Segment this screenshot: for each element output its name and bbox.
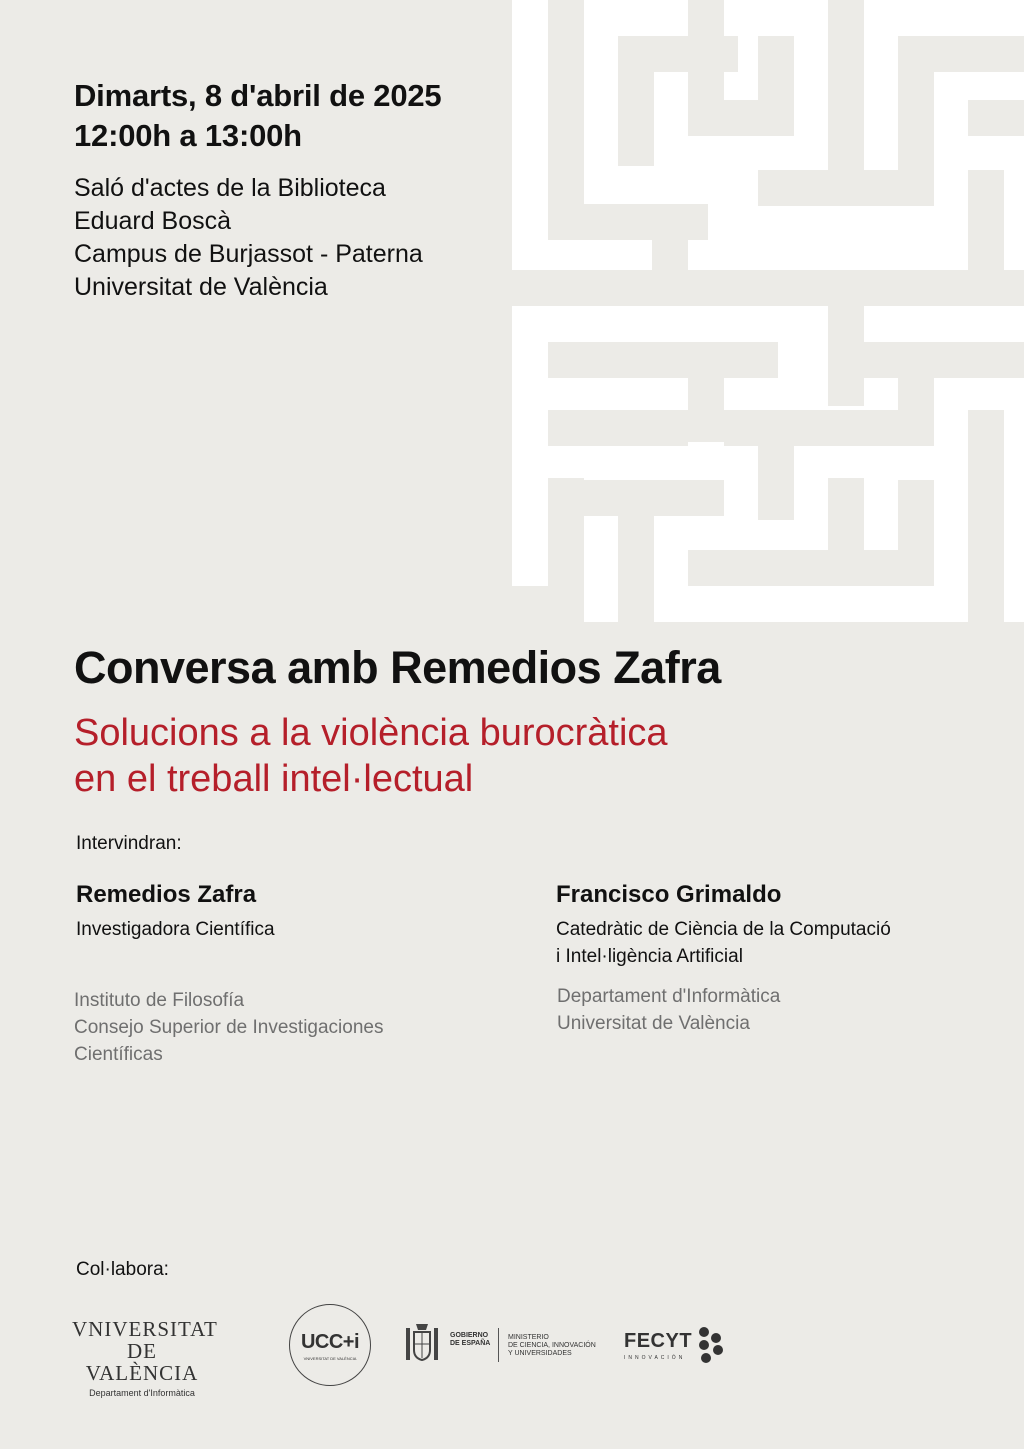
venue-line: Campus de Burjassot - Paterna [74, 240, 423, 268]
speaker-role-line: i Intel·ligència Artificial [556, 946, 743, 967]
coat-of-arms-icon [402, 1322, 442, 1366]
uv-logo-line1: VNIVERSITAT [72, 1317, 218, 1341]
venue-line: Universitat de València [74, 273, 328, 301]
fecyt-sub: INNOVACIÓN [624, 1354, 686, 1361]
speakers-label: Intervindran: [76, 833, 182, 854]
affiliation-line: Instituto de Filosofía [74, 990, 245, 1011]
gobierno-logo [402, 1322, 602, 1366]
gobierno-line: DE ESPAÑA [450, 1340, 491, 1347]
affiliation-line: Departament d'Informàtica [557, 986, 781, 1007]
fecyt-molecule-icon [696, 1326, 726, 1364]
fecyt-logo [624, 1326, 734, 1366]
affiliation-line: Consejo Superior de Investigaciones [74, 1017, 384, 1038]
collaborators-label: Col·labora: [76, 1259, 169, 1280]
speaker-affiliation [74, 987, 514, 1068]
speaker-role-line: Catedràtic de Ciència de la Computació [556, 919, 891, 940]
speaker-role [76, 916, 496, 943]
affiliation-line: Universitat de València [557, 1013, 750, 1034]
gobierno-line: GOBIERNO [450, 1332, 489, 1339]
event-subtitle [74, 710, 834, 802]
venue-block [74, 172, 423, 304]
speaker-name: Francisco Grimaldo [556, 881, 782, 908]
speaker-affiliation [557, 983, 977, 1037]
event-time: 12:00h a 13:00h [74, 118, 302, 153]
speaker-role [556, 916, 996, 970]
venue-line: Saló d'actes de la Biblioteca [74, 174, 386, 202]
ministerio-line: MINISTERIO [508, 1334, 549, 1341]
event-title: Conversa amb Remedios Zafra [74, 642, 721, 693]
ministerio-line: DE CIENCIA, INNOVACIÓN [508, 1342, 596, 1349]
ministerio-line: Y UNIVERSIDADES [508, 1350, 572, 1357]
ministerio-text [508, 1334, 596, 1358]
ucci-logo [289, 1304, 371, 1386]
subtitle-line: Solucions a la violència burocràtica [74, 712, 668, 754]
speaker-role-line: Investigadora Científica [76, 919, 275, 940]
maze-graphic [512, 0, 1024, 622]
subtitle-line: en el treball intel·lectual [74, 758, 474, 800]
ucci-sub: VNIVERSITAT DE VALÈNCIA [303, 1356, 357, 1361]
event-date: Dimarts, 8 d'abril de 2025 [74, 78, 442, 113]
uv-logo-line2: DE VALÈNCIA [85, 1339, 199, 1385]
maze-pattern-icon [512, 0, 1024, 622]
gobierno-text [450, 1332, 490, 1348]
fecyt-word: FECYT [624, 1329, 693, 1352]
speaker-name: Remedios Zafra [76, 881, 257, 908]
divider [498, 1328, 499, 1362]
speaker-francisco-grimaldo [556, 880, 996, 1034]
ucci-mark: UCC+i [300, 1331, 360, 1353]
uv-logo-dept: Departament d'Informàtica [89, 1388, 195, 1398]
venue-line: Eduard Boscà [74, 207, 232, 235]
date-time-block [74, 76, 441, 156]
uv-logo [72, 1317, 218, 1398]
affiliation-line: Científicas [74, 1044, 163, 1065]
speaker-remedios-zafra [74, 880, 496, 1065]
